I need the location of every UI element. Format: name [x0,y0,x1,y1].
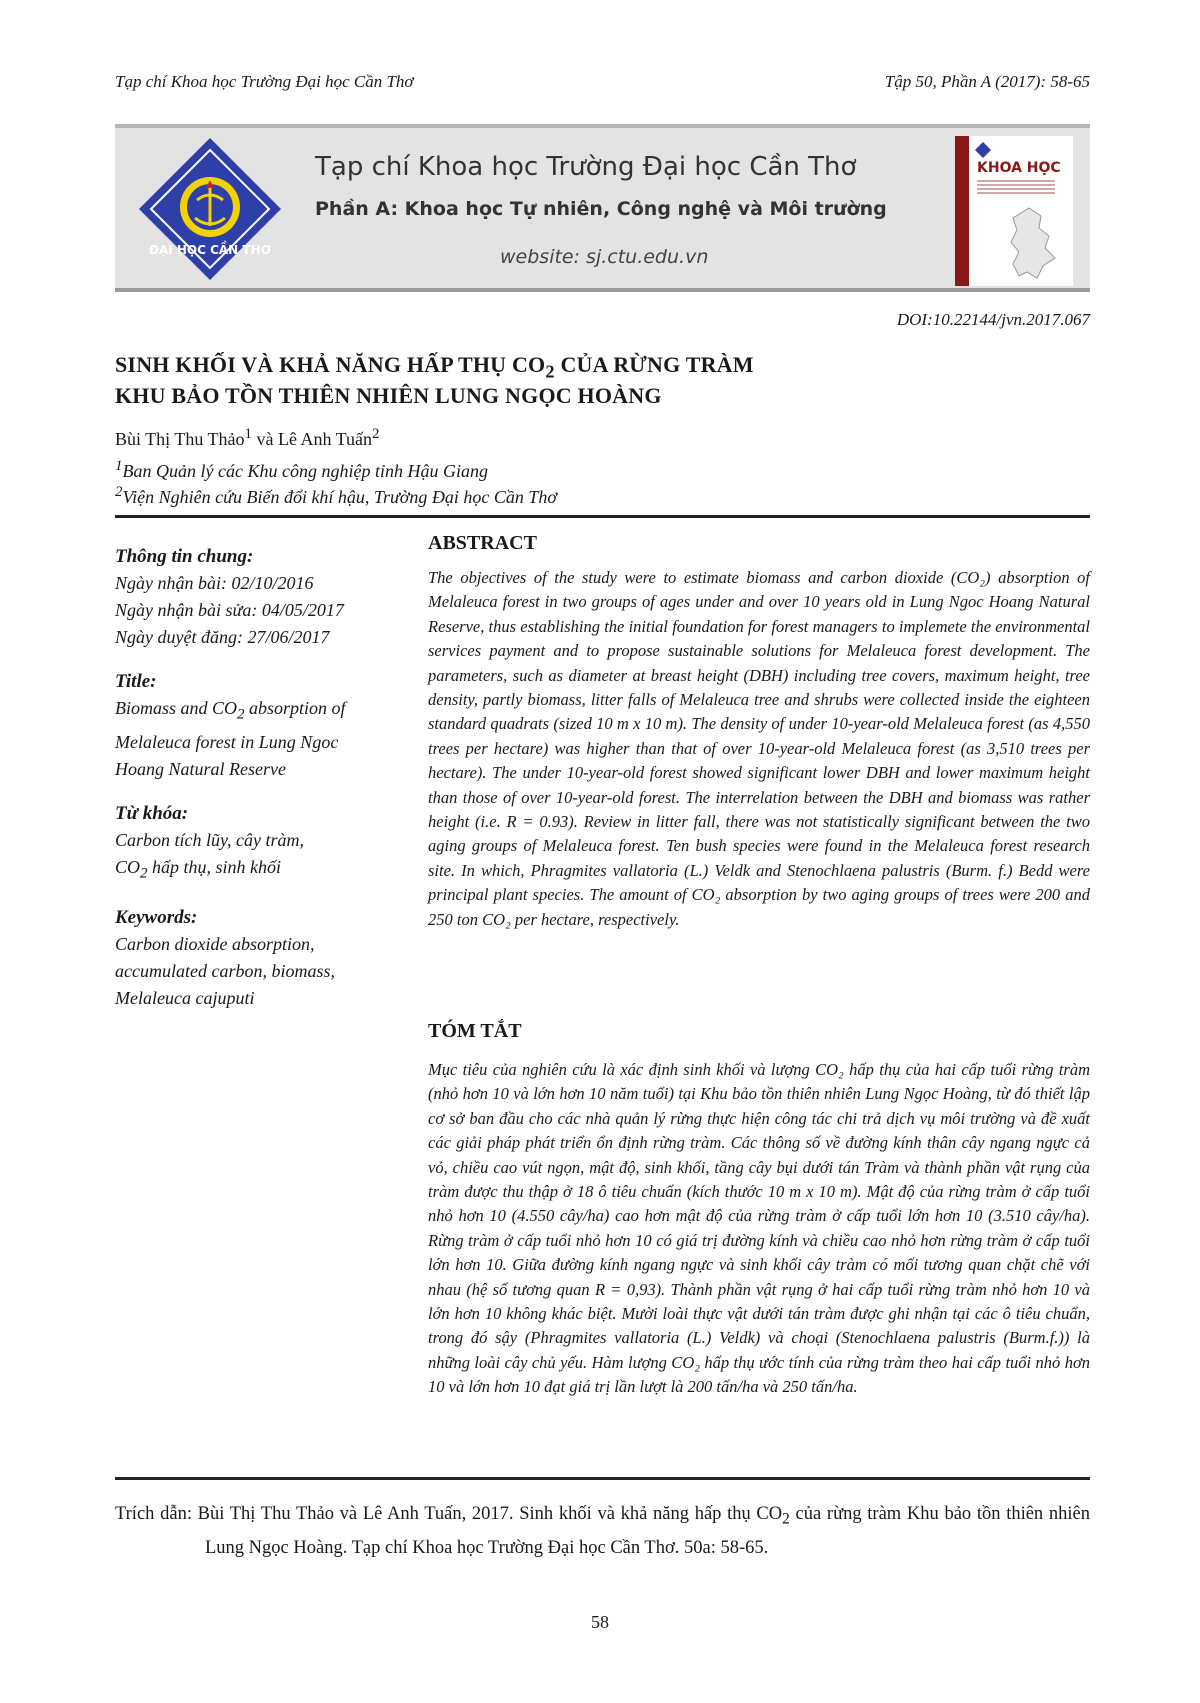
divider [115,515,1090,518]
abstract-heading: ABSTRACT [428,532,537,554]
received-date: Ngày nhận bài: 02/10/2016 [115,573,314,593]
tomtat-text: Mục tiêu của nghiên cứu là xác định sinh khối và lượng CO₂ hấp thụ của hai cấp tuổi rừng tràm (nhỏ hơn 10 và lớn hơn 10 năm tuổi) tại Khu bảo tồn thiên nhiên Lung Ngọc Hoàng, từ đó thiết lập cơ sở ban đầu cho các nhà quản lý rừng thực hiện công tác chi trả dịch vụ môi trường và đề xuất các giải pháp phát triển ổn định rừng tràm. Các thông số về đường kính thân cây ngang ngực cả vỏ, chiều cao vút ngọn, mật độ, sinh khối, tầng cây bụi dưới tán Tràm và thành phần vật rụng của tràm được thu thập ở 18 ô tiêu chuẩn (kích thước 10 m x 10 m). Mật độ của rừng tràm ở cấp tuổi nhỏ hơn 10 (4.550 cây/ha) cao hơn mật độ của rừng tràm ở cấp tuổi lớn hơn 10 (3.510 cây/ha). Rừng tràm ở cấp tuổi nhỏ hơn 10 có giá trị đường kính và chiều cao nhỏ hơn rừng tràm ở cấp tuổi lớn hơn 10. Giữa đường kính ngang ngực và sinh khối cây tràm có mối tương quan chặt chẽ với nhau (hệ số tương quan R = 0,93). Thành phần vật rụng ở hai cấp tuổi rừng tràm nhỏ hơn 10 và lớn hơn 10 không khác biệt. Mười loài thực vật dưới tán tràm được ghi nhận tại các ô tiêu chuẩn, trong đó sậy (Phragmites vallatoria (L.) Veldk) và choại (Stenochlaena palustris (Burm.f.)) là những loài cây chủ yếu. Hàm lượng CO₂ hấp thụ ước tính của rừng tràm theo hai cấp tuổi nhỏ hơn 10 và lớn hơn 10 đạt giá trị lần lượt là 200 tấn/ha và 250 tấn/ha. [428,1060,1090,1397]
journal-cover-thumbnail [955,136,1073,286]
english-title-heading: Title: [115,671,157,692]
author-name: Lê Anh Tuấn [278,429,373,449]
accepted-date: Ngày duyệt đăng: 27/06/2017 [115,627,330,647]
map-icon [999,206,1059,280]
article-title-line2: KHU BẢO TỒN THIÊN NHIÊN LUNG NGỌC HOÀNG [115,383,662,408]
vn-keywords-heading: Từ khóa: [115,802,189,824]
divider [115,1477,1090,1480]
english-title: Biomass and $CO_2$ absorption of Melaleuca forest in Lung Ngoc Hoang Natural Reserve [115,698,346,779]
affiliation-1: $^1$Ban Quản lý các Khu công nghiệp tỉnh Hậu Giang [115,458,488,481]
doi[interactable]: DOI:10.22144/jvn.2017.067 [896,310,1090,329]
revised-date: Ngày nhận bài sửa: 04/05/2017 [115,600,344,620]
cover-logo-icon [975,142,991,158]
cover-lines [977,180,1055,194]
article-info-sidebar [115,546,390,1012]
affiliation-2: $^2$Viện Nghiên cứu Biến đổi khí hậu, Trường Đại học Cần Thơ [115,484,557,507]
running-header-journal: Tạp chí Khoa học Trường Đại học Cần Thơ [115,72,414,91]
abstract-text: The objectives of the study were to estimate biomass and carbon dioxide (CO₂) absorption of Melaleuca forest in two groups of ages under and over 10 years old in Lung Ngoc Hoang Natural Reserve, thus establishing the initial foundation for forest managers to implemete the environmental services payment and to propose sustainable solutions for Melaleuca forest development. The parameters, such as diameter at breast height (DBH) including tree covers, maximum height, tree density, partly biomass, litter falls of Melaleuca tree and shrubs were collected inside the eighteen standard quadrats (sized 10 m x 10 m). The density of under 10-year-old Melaleuca forest (as 4,550 trees per hectare) was higher than that of over 10-year-old Melaleuca forest (as 3,510 trees per hectare). The under 10-year-old forest showed significant lower DBH and lower maximum height than those of over 10-year-old forest. The interrelation between the DBH and biomass was rather height (i.e. R = 0.93). Review in litter fall, there was not statistically significant between the two aging groups of Melaleuca forest. Ten bush species were found in the Melaleuca forest research site. In which, Phragmites vallatoria (L.) Veldk and Stenochlaena palustris (Burm. f.) Bedd were principal plant species. The amount of CO₂ absorption by two aging groups of trees were 200 and 250 ton CO₂ per hectare, respectively. [428,568,1090,929]
cover-title: KHOA HỌC [977,160,1061,176]
banner-title: Tạp chí Khoa học Trường Đại học Cần Thơ [315,152,857,182]
journal-banner [115,124,1090,292]
tomtat-heading: TÓM TẮT [428,1020,522,1042]
keywords-heading: Keywords: [115,907,198,929]
running-header-volume: Tập 50, Phần A (2017): 58-65 [884,72,1090,91]
university-logo-icon [135,134,285,284]
banner-website[interactable]: website: sj.ctu.edu.vn [500,246,709,268]
article-title-line1: SINH KHỐI VÀ KHẢ NĂNG HẤP THỤ $CO_2$ CỦA RỪNG TRÀM [115,352,754,382]
citation: Trích dẫn: Bùi Thị Thu Thảo và Lê Anh Tuấn, 2017. Sinh khối và khả năng hấp thụ $CO_2$ của rừng tràm Khu bảo tồn thiên nhiên Lung Ngọc Hoàng. Tạp chí Khoa học Trường Đại học Cần Thơ. 50a: 58-65. [115,1504,1090,1558]
logo-text: ĐẠI HỌC CẦN THƠ [148,243,272,257]
author-name: Bùi Thị Thu Thảo [115,429,245,449]
info-heading: Thông tin chung: [115,546,254,567]
vn-keywords: Carbon tích lũy, cây tràm, $CO_2$ hấp thụ, sinh khối [115,829,304,882]
author-list: Bùi Thị Thu Thảo$^1$ và Lê Anh Tuấn$^2$ [115,426,380,449]
banner-subtitle: Phần A: Khoa học Tự nhiên, Công nghệ và Môi trường [315,198,887,220]
page-number: 58 [591,1612,609,1632]
keywords: Carbon dioxide absorption, accumulated carbon, biomass, Melaleuca cajuputi [115,934,335,1009]
